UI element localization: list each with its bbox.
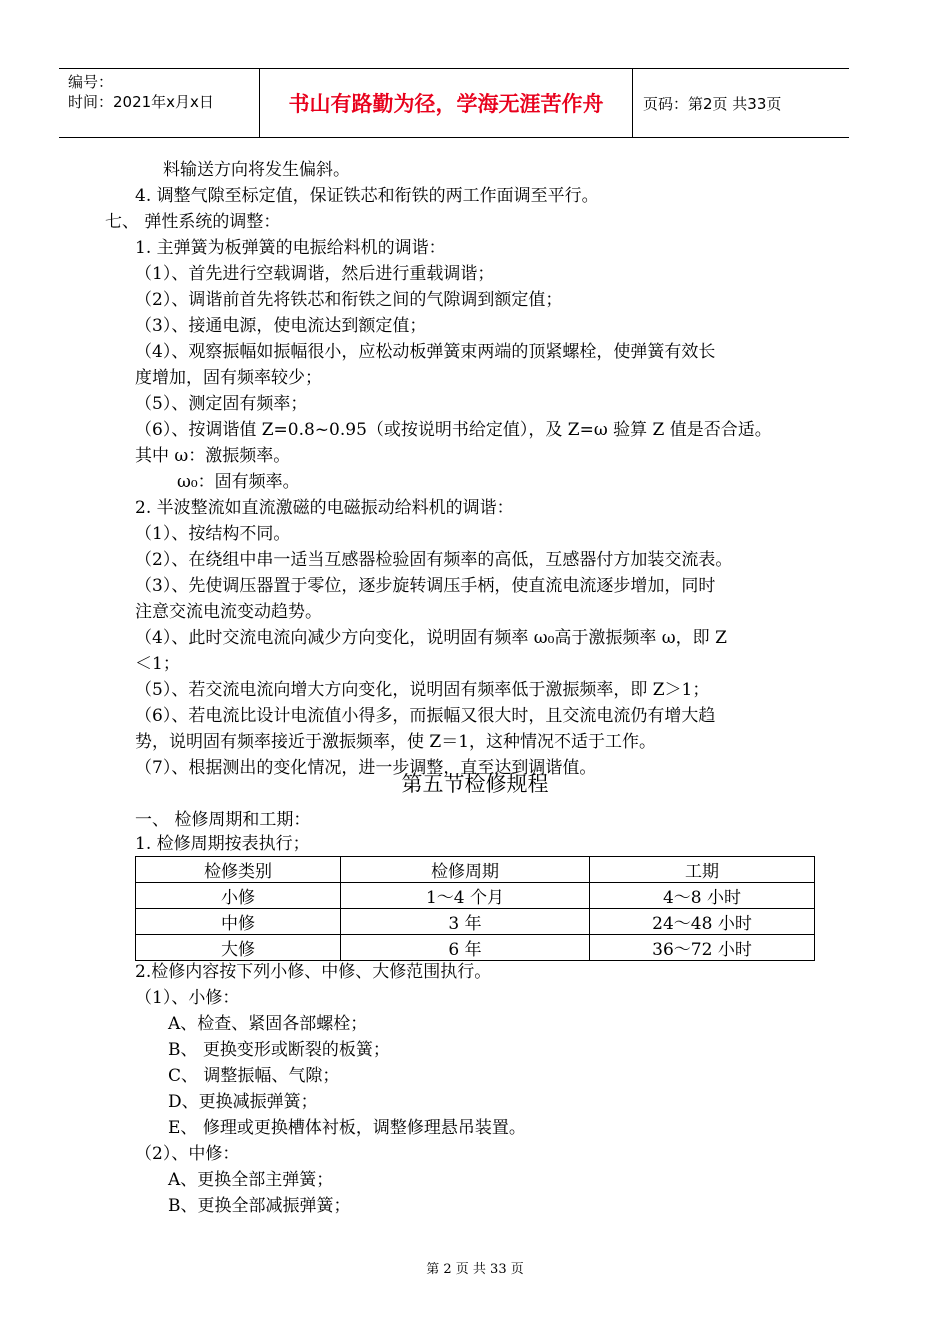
text-line: 4. 调整气隙至标定值，保证铁芯和衔铁的两工作面调至平行。 (135, 186, 599, 206)
text-line: （6）、若电流比设计电流值小得多，而振幅又很大时，且交流电流仍有增大趋 (135, 706, 716, 726)
text-line: （4）、观察振幅如振幅很小，应松动板弹簧束两端的顶紧螺栓，使弹簧有效长 (135, 342, 716, 362)
text-line: （3）、接通电源，使电流达到额定值； (135, 316, 427, 336)
text-line: （1）、首先进行空载调谐，然后进行重载调谐； (135, 264, 495, 284)
text-line: 注意交流电流变动趋势。 (135, 602, 322, 622)
page-header (59, 68, 849, 138)
text-line: B、更换全部减振弹簧； (168, 1196, 351, 1216)
text-line: 其中 ω：激振频率。 (135, 446, 291, 466)
text-line: （2）、调谐前首先将铁芯和衔铁之间的气隙调到额定值； (135, 290, 563, 310)
table-header-row (136, 857, 815, 883)
text-line: 2.检修内容按下列小修、中修、大修范围执行。 (135, 962, 492, 982)
text-line: C、 调整振幅、气隙； (168, 1066, 340, 1086)
text-line: 2. 半波整流如直流激磁的电磁振动给料机的调谐： (135, 498, 514, 518)
text-line: 度增加，固有频率较少； (135, 368, 322, 388)
text-line: 1. 主弹簧为板弹簧的电振给料机的调谐： (135, 238, 446, 258)
text-line: ＜1； (135, 654, 180, 674)
header-motto: 书山有路勤为径，学海无涯苦作舟 (259, 69, 633, 137)
text-line: 势，说明固有频率接近于激振频率，使 Z＝1，这种情况不适于工作。 (135, 732, 657, 752)
table-cell: 24～48 小时 (590, 909, 815, 935)
table-cell: 中修 (136, 909, 341, 935)
text-line: （4）、此时交流电流向减少方向变化，说明固有频率 ω₀高于激振频率 ω，即 Z (135, 628, 727, 648)
text-line: 七、 弹性系统的调整： (105, 212, 281, 232)
table-row (136, 883, 815, 909)
table-header: 工期 (590, 857, 815, 883)
page-footer: 第 2 页 共 33 页 (426, 1262, 524, 1277)
table-cell: 3 年 (341, 909, 590, 935)
table-header: 检修周期 (341, 857, 590, 883)
table-cell: 大修 (136, 935, 341, 961)
table-cell: 4～8 小时 (590, 883, 815, 909)
header-left (59, 69, 259, 137)
table-cell: 小修 (136, 883, 341, 909)
text-line: B、 更换变形或断裂的板簧； (168, 1040, 390, 1060)
text-line: （5）、测定固有频率； (135, 394, 308, 414)
text-line: A、更换全部主弹簧； (168, 1170, 334, 1190)
table-header: 检修类别 (136, 857, 341, 883)
text-line: （5）、若交流电流向增大方向变化，说明固有频率低于激振频率，即 Z＞1； (135, 680, 710, 700)
text-line: 料输送方向将发生偏斜。 (163, 160, 350, 180)
header-page-info: 页码：第2页 共33页 (643, 94, 782, 113)
maintenance-table (135, 856, 815, 961)
time-label: 时间：2021年x月x日 (68, 93, 214, 111)
text-line: （1）、按结构不同。 (135, 524, 291, 544)
table-row (136, 935, 815, 961)
section-title: 第五节检修规程 (401, 772, 549, 796)
text-line: （1）、小修： (135, 988, 240, 1008)
text-line: 一、 检修周期和工期： (135, 810, 311, 830)
text-line: （6）、按调谐值 Z=0.8~0.95（或按说明书给定值），及 Z=ω 验算 Z 值是否合适。 (135, 420, 772, 440)
text-line: ω₀：固有频率。 (177, 472, 300, 492)
table-cell: 6 年 (341, 935, 590, 961)
text-line: （3）、先使调压器置于零位，逐步旋转调压手柄，使直流电流逐步增加，同时 (135, 576, 716, 596)
text-line: A、检查、紧固各部螺栓； (168, 1014, 368, 1034)
table-cell: 1～4 个月 (341, 883, 590, 909)
text-line: D、更换减振弹簧； (168, 1092, 318, 1112)
number-label: 编号： (68, 73, 114, 91)
text-line: E、 修理或更换槽体衬板，调整修理悬吊装置。 (168, 1118, 526, 1138)
table-row (136, 909, 815, 935)
text-line: （7）、根据测出的变化情况，进一步调整，直至达到调谐值。 (135, 758, 597, 778)
text-line: （2）、中修： (135, 1144, 240, 1164)
table-cell: 36～72 小时 (590, 935, 815, 961)
text-line: （2）、在绕组中串一适当互感器检验固有频率的高低，互感器付方加装交流表。 (135, 550, 733, 570)
text-line: 1. 检修周期按表执行； (135, 834, 310, 854)
